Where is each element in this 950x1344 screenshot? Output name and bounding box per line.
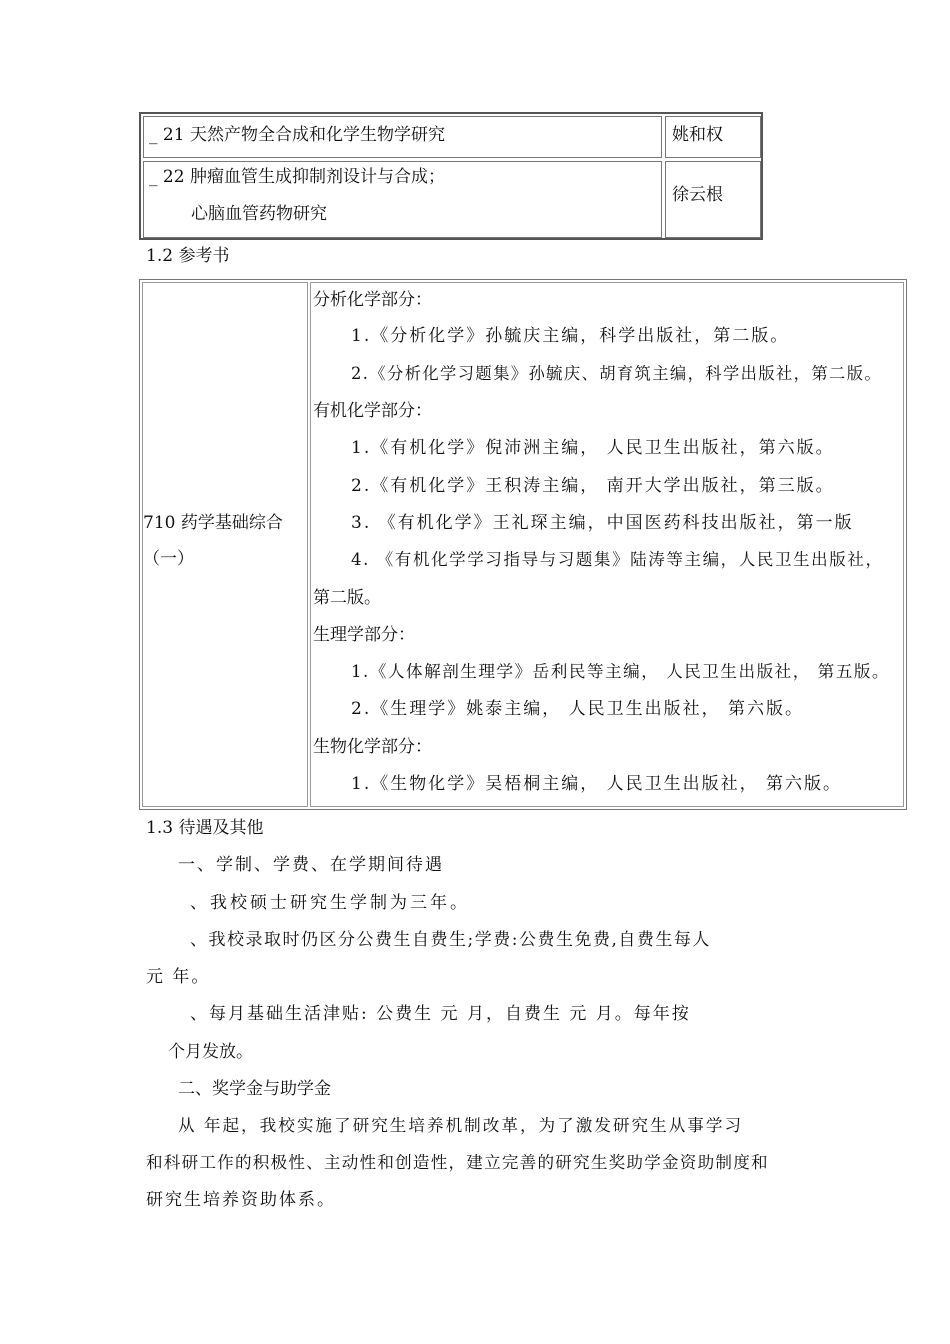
paragraph: 、我校硕士研究生学制为三年。	[190, 893, 470, 913]
table-cell-books	[310, 282, 904, 807]
topic-21: _ 21 天然产物全合成和化学生物学研究	[149, 125, 445, 145]
book-section-biochemistry: 生物化学部分：	[313, 737, 432, 757]
subject-name-cont: （一）	[143, 549, 194, 569]
advisor-21: 姚和权	[672, 125, 723, 145]
paragraph: 从 年起，我校实施了研究生培养机制改革，为了激发研究生从事学习	[178, 1116, 744, 1135]
subject-name: 710 药学基础综合	[143, 513, 283, 533]
section-heading-benefits: 1.3 待遇及其他	[146, 818, 264, 838]
book-section-physiology: 生理学部分：	[313, 625, 415, 645]
subheading-tuition: 一、学制、学费、在学期间待遇	[178, 855, 444, 875]
book-line: 1.《生物化学》吴梧桐主编， 人民卫生出版社， 第六版。	[351, 774, 843, 794]
book-line: 4. 《有机化学学习指导与习题集》陆涛等主编，人民卫生出版社，	[351, 550, 884, 569]
topic-22-cont: 心脑血管药物研究	[191, 204, 327, 224]
paragraph-cont: 研究生培养资助体系。	[146, 1190, 336, 1210]
book-line-cont: 第二版。	[313, 588, 381, 608]
paragraph-cont: 个月发放。	[168, 1042, 253, 1062]
book-section-organic: 有机化学部分：	[313, 401, 432, 421]
paragraph-cont: 和科研工作的积极性、主动性和创造性，建立完善的研究生奖助学金资助制度和	[146, 1153, 769, 1172]
book-line: 2.《生理学》姚泰主编， 人民卫生出版社， 第六版。	[351, 699, 805, 719]
book-line: 1.《分析化学》孙毓庆主编，科学出版社，第二版。	[351, 326, 790, 346]
book-line: 2.《有机化学》王积涛主编， 南开大学出版社，第三版。	[351, 476, 835, 496]
book-line: 2.《分析化学习题集》孙毓庆、胡育筑主编，科学出版社，第二版。	[351, 364, 883, 383]
book-line: 1.《人体解剖生理学》岳利民等主编， 人民卫生出版社， 第五版。	[351, 662, 891, 681]
table-cell-subject	[142, 282, 308, 807]
reference-books-table	[139, 279, 907, 810]
paragraph: 、我校录取时仍区分公费生自费生;学费:公费生免费,自费生每人	[190, 930, 711, 950]
paragraph: 、每月基础生活津贴: 公费生 元 月，自费生 元 月。每年按	[190, 1004, 691, 1024]
section-heading-reference-books: 1.2 参考书	[146, 246, 230, 266]
subheading-scholarship: 二、奖学金与助学金	[178, 1079, 331, 1099]
advisor-22: 徐云根	[672, 185, 723, 205]
book-section-analytical: 分析化学部分：	[313, 290, 432, 310]
topic-22: _ 22 肿瘤血管生成抑制剂设计与合成；	[149, 167, 445, 187]
book-line: 3. 《有机化学》王礼琛主编，中国医药科技出版社，第一版	[351, 513, 854, 533]
paragraph-cont: 元 年。	[146, 967, 211, 987]
book-line: 1.《有机化学》倪沛洲主编， 人民卫生出版社，第六版。	[351, 438, 835, 458]
